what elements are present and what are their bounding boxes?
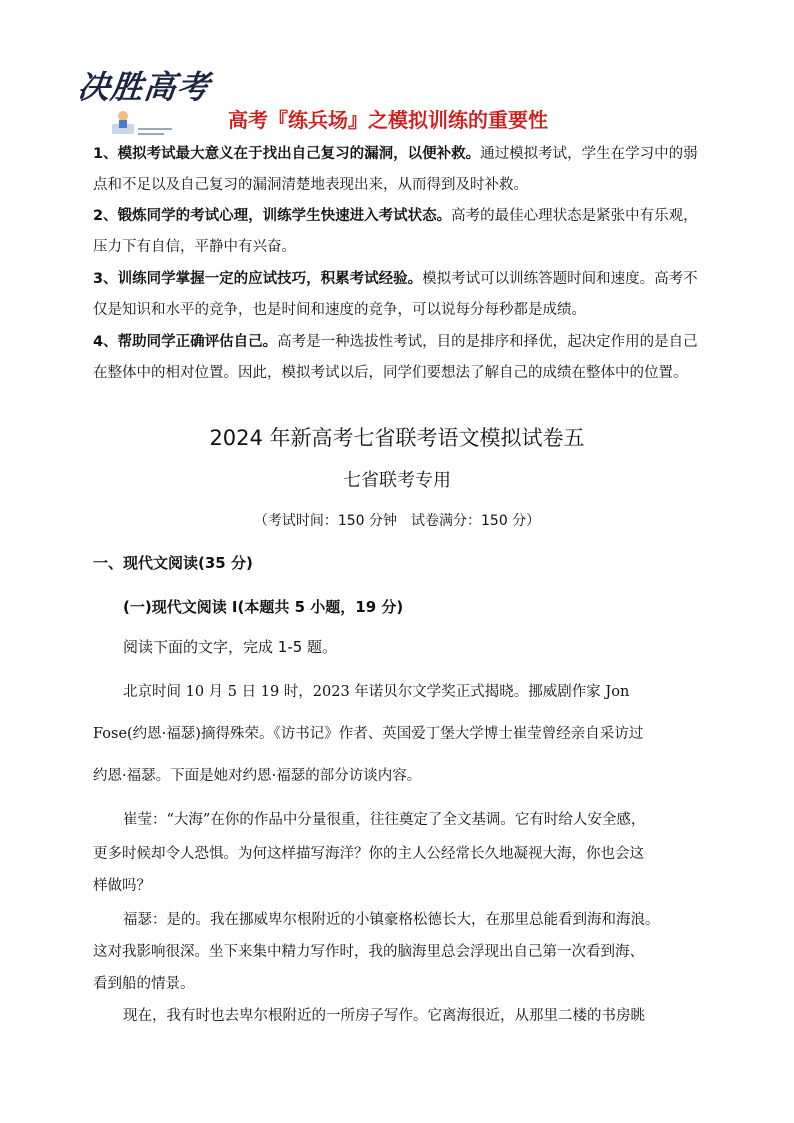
- importance-item-1-line-2: 点和不足以及自己复习的漏洞清楚地表现出来，从而得到及时补救。: [93, 177, 528, 193]
- exam-title: 2024 年新高考七省联考语文模拟试卷五: [209, 426, 585, 450]
- section-heading: 一、现代文阅读(35 分): [93, 554, 253, 572]
- passage-line-6: 样做吗？: [93, 878, 151, 894]
- importance-item-3-bold: 3、训练同学掌握一定的应试技巧，积累考试经验。: [93, 271, 423, 287]
- importance-item-4-line-2: 在整体中的相对位置。因此，模拟考试以后，同学们要想法了解自己的成绩在整体中的位置。: [93, 365, 688, 381]
- banner-title: 高考『练兵场』之模拟训练的重要性: [228, 108, 548, 132]
- importance-item-1-rest: 通过模拟考试，学生在学习中的弱: [480, 146, 698, 162]
- exam-time-note: （考试时间：150 分钟 试卷满分：150 分）: [253, 513, 541, 529]
- passage-line-10: 现在，我有时也去卑尔根附近的一所房子写作。它离海很近，从那里二楼的书房眺: [123, 1008, 645, 1024]
- logo-figure-icon: [108, 106, 178, 138]
- passage-line-2: Fose(约恩·福瑟)摘得殊荣。《访书记》作者、英国爱丁堡大学博士崔莹曾经亲自采访过: [93, 726, 644, 742]
- importance-item-2-bold: 2、锻炼同学的考试心理，训练学生快速进入考试状态。: [93, 208, 452, 224]
- passage-line-7: 福瑟：是的。我在挪威卑尔根附近的小镇豪格松德长大，在那里总能看到海和海浪。: [123, 912, 660, 928]
- importance-item-3-line-1: [93, 264, 713, 295]
- logo-text: 决胜高考: [75, 68, 212, 106]
- logo: [75, 62, 212, 140]
- importance-item-1-bold: 1、模拟考试最大意义在于找出自己复习的漏洞，以便补救。: [93, 146, 481, 162]
- passage-line-5: 更多时候却令人恐惧。为何这样描写海洋？你的主人公经常长久地凝视大海，你也会这: [93, 846, 644, 862]
- passage-line-8: 这对我影响很深。坐下来集中精力写作时，我的脑海里总会浮现出自己第一次看到海、: [93, 944, 644, 960]
- passage-line-3: 约恩·福瑟。下面是她对约恩·福瑟的部分访谈内容。: [93, 768, 422, 784]
- importance-item-2-line-1: [93, 201, 713, 232]
- passage-line-1: 北京时间 10 月 5 日 19 时，2023 年诺贝尔文学奖正式揭晓。挪威剧作家 Jon: [123, 684, 630, 700]
- importance-item-3-rest: 模拟考试可以训练答题时间和速度。高考不: [422, 271, 698, 287]
- importance-item-4-bold: 4、帮助同学正确评估自己。: [93, 334, 278, 350]
- instruction: 阅读下面的文字，完成 1-5 题。: [123, 638, 338, 656]
- passage-line-9: 看到船的情景。: [93, 976, 195, 992]
- importance-item-1-line-1: [93, 139, 713, 170]
- importance-item-2-rest: 高考的最佳心理状态是紧张中有乐观，: [451, 208, 698, 224]
- exam-subtitle: 七省联考专用: [343, 470, 451, 491]
- importance-item-4-line-1: [93, 327, 713, 358]
- importance-item-3-line-2: 仅是知识和水平的竞争，也是时间和速度的竞争，可以说每分每秒都是成绩。: [93, 302, 586, 318]
- importance-item-2-line-2: 压力下有自信，平静中有兴奋。: [93, 239, 296, 255]
- subsection-heading: (一)现代文阅读 I(本题共 5 小题，19 分): [123, 598, 404, 616]
- passage-line-4: 崔莹：“大海”在你的作品中分量很重，往往奠定了全文基调。它有时给人安全感，: [123, 812, 646, 828]
- importance-item-4-rest: 高考是一种选拔性考试，目的是排序和择优，起决定作用的是自己: [277, 334, 698, 350]
